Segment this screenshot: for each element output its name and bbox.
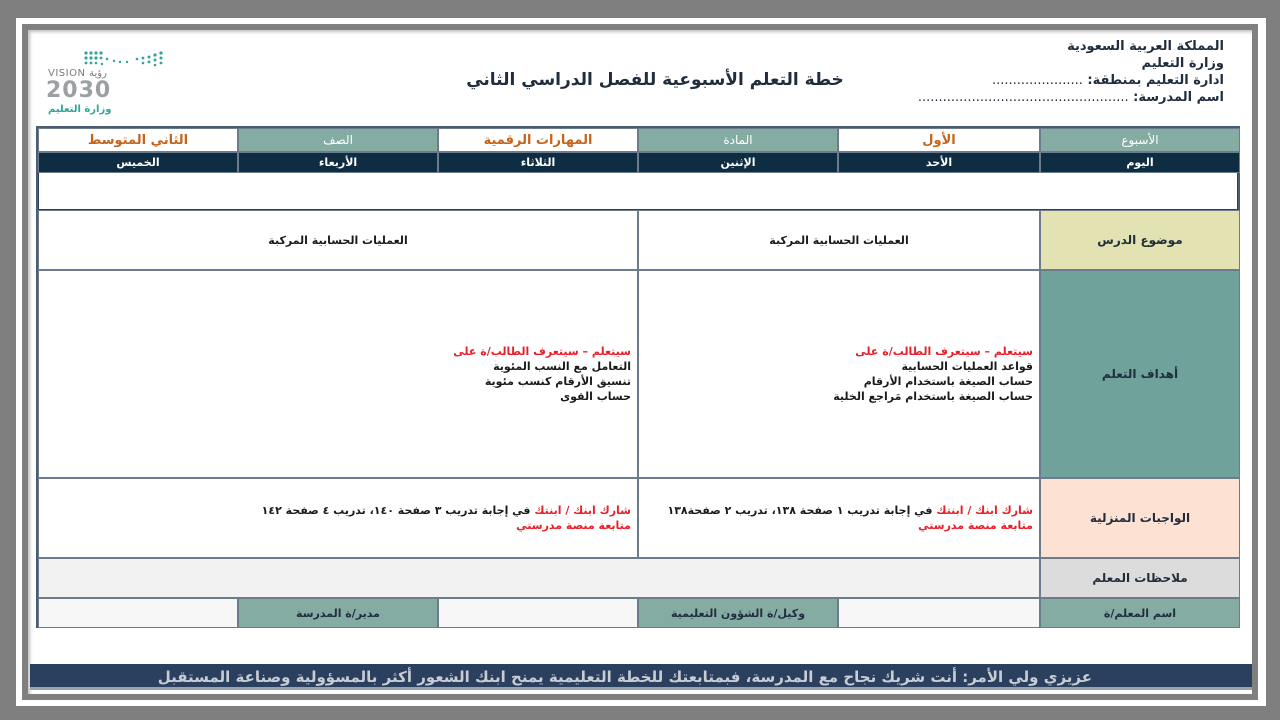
region-line: [884, 72, 1224, 89]
goal-item: التعامل مع النسب المئوية: [493, 360, 631, 373]
goals-list-2: [453, 344, 631, 404]
grade-value[interactable]: الثاني المتوسط: [38, 128, 238, 152]
teacher-name-field[interactable]: [838, 598, 1040, 628]
teacher-notes-label: ملاحظات المعلم: [1040, 558, 1240, 598]
day-label: اليوم: [1040, 152, 1240, 173]
week-value[interactable]: الأول: [838, 128, 1040, 152]
homework-text-2: [262, 503, 631, 533]
region-field[interactable]: ......................: [991, 73, 1083, 88]
topic-label: موضوع الدرس: [1040, 210, 1240, 270]
homework-task: في إجابة تدريب ٣ صفحة ١٤٠، تدريب ٤ صفحة ١٤٢: [261, 504, 531, 517]
homework-follow: متابعة منصة مدرستي: [918, 519, 1033, 532]
goals-list-1: [833, 344, 1033, 404]
homework-follow: متابعة منصة مدرستي: [516, 519, 631, 532]
topic-cell-2[interactable]: العمليات الحسابية المركبة: [38, 210, 638, 270]
subject-label: المادة: [638, 128, 838, 152]
empty-row: [38, 173, 1238, 210]
deputy-field[interactable]: [438, 598, 638, 628]
day-sunday: الأحد: [838, 152, 1040, 173]
day-monday: الإثنين: [638, 152, 838, 173]
logo-ministry-text: وزارة التعليم: [48, 104, 112, 115]
grade-label: الصف: [238, 128, 438, 152]
topic-cell-1[interactable]: العمليات الحسابية المركبة: [638, 210, 1040, 270]
day-thursday: الخميس: [38, 152, 238, 173]
goals-label: أهداف التعلم: [1040, 270, 1240, 478]
kingdom-name: المملكة العربية السعودية: [1067, 39, 1224, 54]
goals-intro: سيتعلم – سيتعرف الطالب/ة على: [855, 345, 1033, 358]
plan-table: [36, 126, 1240, 628]
school-line: [884, 89, 1224, 106]
homework-share: شارك ابنك / ابنتك: [936, 504, 1033, 517]
homework-text-1: [663, 503, 1033, 533]
vision-2030-logo: [46, 50, 176, 120]
deputy-label: وكيل/ة الشؤون التعليمية: [638, 598, 838, 628]
goal-item: حساب الصيغة باستخدام مَراجع الخلية: [833, 390, 1033, 403]
goals-intro: سيتعلم – سيتعرف الطالب/ة على: [453, 345, 631, 358]
teacher-name-label: اسم المعلم/ة: [1040, 598, 1240, 628]
school-label: اسم المدرسة:: [1133, 90, 1224, 105]
principal-field[interactable]: [38, 598, 238, 628]
principal-label: مدير/ة المدرسة: [238, 598, 438, 628]
ministry-info: [884, 38, 1224, 106]
parent-message-banner: عزيزي ولي الأمر: أنت شريك نجاح مع المدرسة، فبمتابعتك للخطة التعليمية يمنح ابنك الشعور أكثر بالمسؤولية وصناعة المستقبل: [30, 664, 1252, 690]
homework-line: [663, 503, 1033, 518]
teacher-notes-field[interactable]: [38, 558, 1040, 598]
school-field[interactable]: ...................................................: [917, 90, 1129, 105]
homework-line: [262, 503, 631, 518]
homework-label: الواجبات المنزلية: [1040, 478, 1240, 558]
day-tuesday: الثلاثاء: [438, 152, 638, 173]
logo-dots-icon: [82, 50, 166, 68]
goals-cell-1[interactable]: [638, 270, 1040, 478]
goals-cell-2[interactable]: [38, 270, 638, 478]
week-label: الأسبوع: [1040, 128, 1240, 152]
homework-cell-2[interactable]: [38, 478, 638, 558]
logo-vision-text: VISION رؤية: [48, 68, 107, 79]
goal-item: تنسيق الأرقام كنسب مئوية: [484, 375, 631, 388]
subject-value[interactable]: المهارات الرقمية: [438, 128, 638, 152]
logo-year: 2030: [46, 78, 112, 103]
goal-item: قواعد العمليات الحسابية: [901, 360, 1033, 373]
homework-task: في إجابة تدريب ١ صفحة ١٣٨، تدريب ٢ صفحة١٣٨: [667, 504, 933, 517]
region-label: ادارة التعليم بمنطقة:: [1087, 73, 1224, 88]
day-wednesday: الأربعاء: [238, 152, 438, 173]
homework-share: شارك ابنك / ابنتك: [534, 504, 631, 517]
homework-cell-1[interactable]: [638, 478, 1040, 558]
goal-item: حساب الصيغة باستخدام الأرقام: [863, 375, 1033, 388]
goal-item: حساب القوى: [560, 390, 631, 403]
page-title: خطة التعلم الأسبوعية للفصل الدراسي الثاني: [466, 70, 844, 90]
ministry-name: وزارة التعليم: [1141, 56, 1224, 71]
